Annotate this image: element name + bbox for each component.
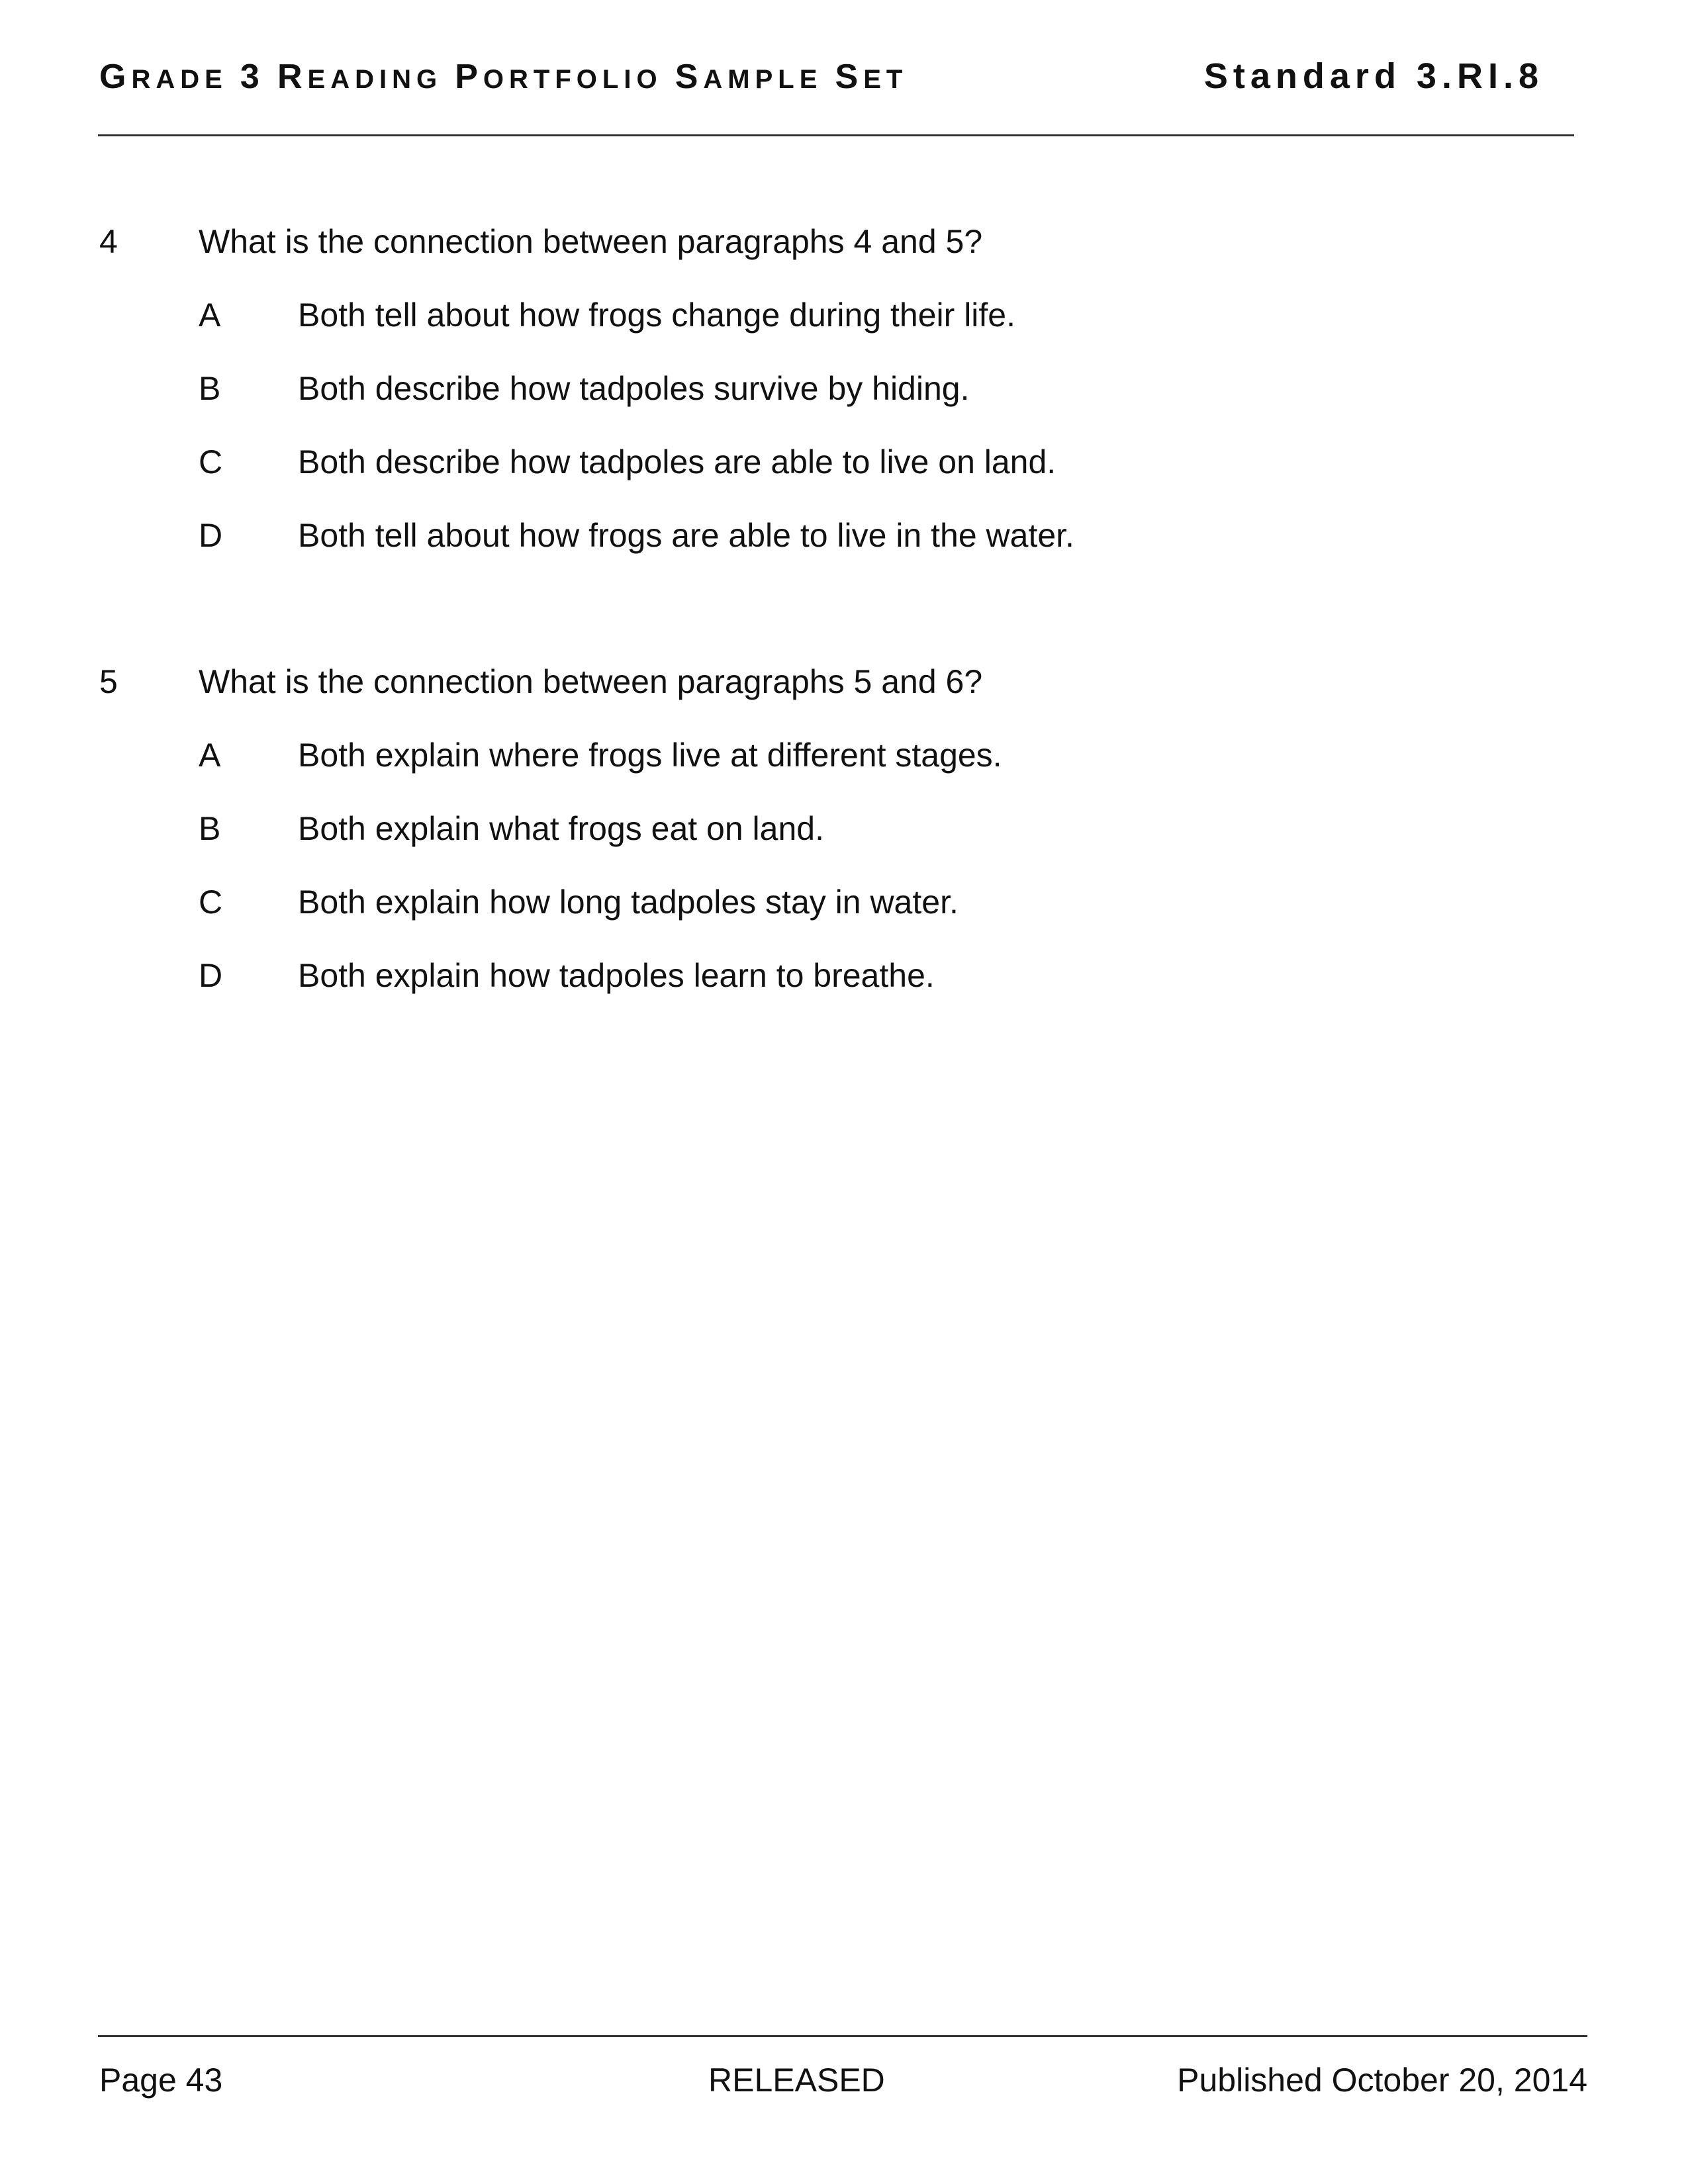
answer-choice-a[interactable] bbox=[0, 705, 1688, 778]
choice-text: Both explain what frogs eat on land. bbox=[298, 810, 824, 847]
choice-letter: D bbox=[199, 957, 223, 994]
choice-letter: A bbox=[199, 296, 221, 334]
answer-choice-d[interactable] bbox=[0, 485, 1688, 559]
series-title-initial: R bbox=[277, 58, 308, 96]
publish-date: Published October 20, 2014 bbox=[1177, 2062, 1587, 2099]
choice-text: Both explain how long tadpoles stay in water. bbox=[298, 884, 959, 921]
series-title-initial: S bbox=[835, 58, 864, 96]
question-4 bbox=[0, 218, 1688, 559]
question-stem: What is the connection between paragraphs 5 and 6? bbox=[199, 663, 983, 700]
choice-letter: C bbox=[199, 443, 223, 480]
choice-text: Both describe how tadpoles are able to live on land. bbox=[298, 443, 1056, 480]
series-title-initial: P bbox=[455, 58, 483, 96]
header-divider bbox=[98, 134, 1574, 136]
series-title-initial: S bbox=[675, 58, 704, 96]
choice-text: Both explain how tadpoles learn to breathe. bbox=[298, 957, 935, 994]
question-stem: What is the connection between paragraphs 4 and 5? bbox=[199, 223, 983, 260]
question-number: 5 bbox=[99, 663, 118, 700]
series-title-grade: 3 bbox=[240, 58, 265, 96]
choice-text: Both explain where frogs live at different stages. bbox=[298, 737, 1002, 774]
choice-letter: B bbox=[199, 810, 221, 847]
choice-text: Both tell about how frogs are able to live in the water. bbox=[298, 517, 1074, 554]
series-title-initial: G bbox=[99, 58, 132, 96]
question-number: 4 bbox=[99, 223, 118, 260]
series-title-part: RADE bbox=[131, 65, 228, 94]
series-title-part: EADING bbox=[307, 65, 443, 94]
footer-divider bbox=[98, 2035, 1587, 2037]
question-5 bbox=[0, 659, 1688, 999]
series-title-part: AMPLE bbox=[703, 65, 823, 94]
answer-choice-c[interactable] bbox=[0, 852, 1688, 925]
choice-letter: D bbox=[199, 517, 223, 554]
question-stem-row bbox=[0, 659, 1688, 705]
standard-label: Standard 3.RI.8 bbox=[1203, 56, 1544, 96]
answer-choice-b[interactable] bbox=[0, 778, 1688, 852]
choice-text: Both describe how tadpoles survive by hiding. bbox=[298, 370, 970, 407]
release-status: RELEASED bbox=[708, 2062, 885, 2099]
choice-letter: C bbox=[199, 884, 223, 921]
answer-choice-b[interactable] bbox=[0, 338, 1688, 412]
series-title-part: ET bbox=[863, 65, 908, 94]
series-title bbox=[99, 57, 908, 97]
choice-letter: A bbox=[199, 737, 221, 774]
choice-letter: B bbox=[199, 370, 221, 407]
choice-text: Both tell about how frogs change during their life. bbox=[298, 296, 1016, 334]
answer-choice-d[interactable] bbox=[0, 925, 1688, 999]
question-stem-row bbox=[0, 218, 1688, 265]
answer-choice-a[interactable] bbox=[0, 265, 1688, 338]
series-title-part: ORTFOLIO bbox=[483, 65, 663, 94]
answer-choice-c[interactable] bbox=[0, 412, 1688, 485]
page-number: Page 43 bbox=[99, 2062, 223, 2099]
